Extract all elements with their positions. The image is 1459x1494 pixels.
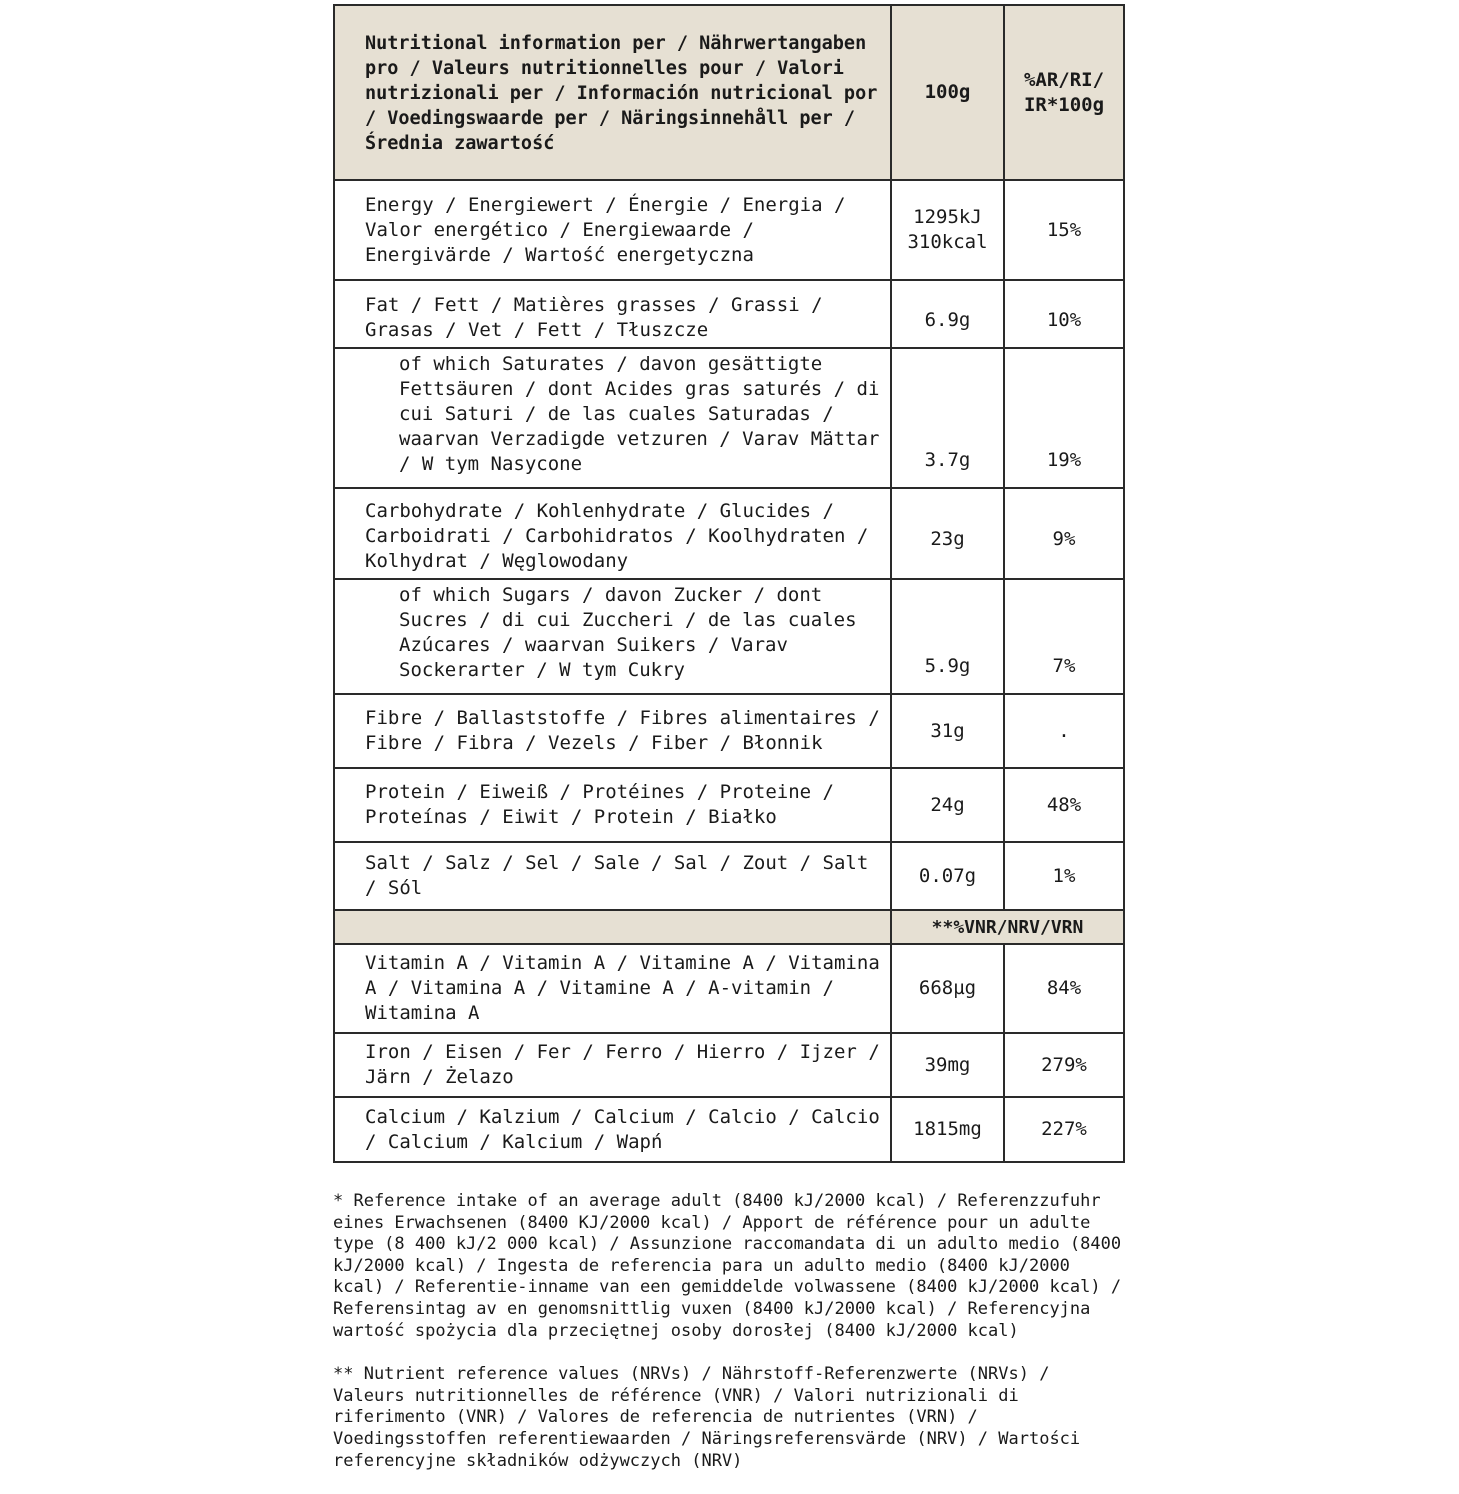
header-100g: 100g <box>891 5 1004 180</box>
iron-ref: 279% <box>1004 1033 1124 1097</box>
fat-value: 6.9g <box>891 280 1004 348</box>
header-label: Nutritional information per / Nährwertangaben pro / Valeurs nutritionnelles pour / Valori nutrizionali per / Información nutricional por / Voedingswaarde per / Näringsinnehåll per / Średnia zawartość <box>334 5 891 180</box>
salt-ref: 1% <box>1004 842 1124 910</box>
protein-ref: 48% <box>1004 768 1124 842</box>
table-row-vitamin-a <box>334 944 1124 1033</box>
carbohydrate-value: 23g <box>891 488 1004 579</box>
vitamins-header-blank <box>334 910 891 944</box>
carbohydrate-ref: 9% <box>1004 488 1124 579</box>
energy-value <box>891 180 1004 280</box>
saturates-value: 3.7g <box>891 348 1004 488</box>
protein-value: 24g <box>891 768 1004 842</box>
table-row-protein <box>334 768 1124 842</box>
carbohydrate-label: Carbohydrate / Kohlenhydrate / Glucides / Carboidrati / Carbohidratos / Koolhydraten / Kolhydrat / Węglowodany <box>334 488 891 579</box>
fibre-ref: . <box>1004 694 1124 768</box>
calcium-label: Calcium / Kalzium / Calcium / Calcio / Calcio / Calcium / Kalcium / Wapń <box>334 1097 891 1162</box>
table-row-carbohydrate <box>334 488 1124 579</box>
table-row-salt <box>334 842 1124 910</box>
vitamin-a-label: Vitamin A / Vitamin A / Vitamine A / Vitamina A / Vitamina A / Vitamine A / A-vitamin / Witamina A <box>334 944 891 1033</box>
fibre-label: Fibre / Ballaststoffe / Fibres alimentaires / Fibre / Fibra / Vezels / Fiber / Błonnik <box>334 694 891 768</box>
table-row-energy <box>334 180 1124 280</box>
energy-kcal: 310kcal <box>907 231 988 253</box>
table-row-fat <box>334 280 1124 348</box>
sugars-ref: 7% <box>1004 579 1124 694</box>
footnote-reference-intake: * Reference intake of an average adult (8400 kJ/2000 kcal) / Referenzzufuhr eines Erwachsenen (8400 KJ/2000 kcal) / Apport de référence pour un adulte type (8 400 kJ/2 000 kcal) / Assunzione raccomandata di un adulto medio (8400 kJ/2000 kcal) / Ingesta de referencia para un adulto medio (8400 kJ/2000 kcal) / Referentie-inname van een gemiddelde volwassene (8400 kJ/2000 kcal) / Referensintag av en genomsnittlig vuxen (8400 kJ/2000 kcal) / Referencyjna wartość spożycia dla przeciętnej osoby dorosłej (8400 kJ/2000 kcal) <box>333 1191 1122 1341</box>
nutrition-table <box>333 4 1125 1163</box>
sugars-value: 5.9g <box>891 579 1004 694</box>
nutrition-panel <box>333 4 1123 1494</box>
protein-label: Protein / Eiweiß / Protéines / Proteine / Proteínas / Eiwit / Protein / Białko <box>334 768 891 842</box>
header-reference-intake: %AR/RI/ IR*100g <box>1004 5 1124 180</box>
calcium-ref: 227% <box>1004 1097 1124 1162</box>
table-header-row <box>334 5 1124 180</box>
vitamins-header-row <box>334 910 1124 944</box>
footnote-nrv: ** Nutrient reference values (NRVs) / Nährstoff-Referenzwerte (NRVs) / Valeurs nutritionnelles de référence (VNR) / Valori nutrizionali di riferimento (VNR) / Valores de referencia de nutrientes (VRN) / Voedingsstoffen referentiewaarden / Näringsreferensvärde (NRV) / Wartości referencyjne składników odżywczych (NRV) <box>333 1364 1081 1471</box>
table-row-sugars <box>334 579 1124 694</box>
fat-label: Fat / Fett / Matières grasses / Grassi / Grasas / Vet / Fett / Tłuszcze <box>334 280 891 348</box>
saturates-label: of which Saturates / davon gesättigte Fettsäuren / dont Acides gras saturés / di cui Saturi / de las cuales Saturadas / waarvan Verzadigde vetzuren / Varav Mättar / W tym Nasycone <box>334 348 891 488</box>
vitamin-a-ref: 84% <box>1004 944 1124 1033</box>
energy-label: Energy / Energiewert / Énergie / Energia / Valor energético / Energiewaarde / Energivärde / Wartość energetyczna <box>334 180 891 280</box>
table-row-saturates <box>334 348 1124 488</box>
energy-ref: 15% <box>1004 180 1124 280</box>
iron-label: Iron / Eisen / Fer / Ferro / Hierro / Ijzer / Järn / Żelazo <box>334 1033 891 1097</box>
salt-label: Salt / Salz / Sel / Sale / Sal / Zout / Salt / Sól <box>334 842 891 910</box>
vitamin-a-value: 668µg <box>891 944 1004 1033</box>
iron-value: 39mg <box>891 1033 1004 1097</box>
fat-ref: 10% <box>1004 280 1124 348</box>
footnotes <box>333 1191 1123 1472</box>
saturates-ref: 19% <box>1004 348 1124 488</box>
energy-kj: 1295kJ <box>913 206 982 228</box>
sugars-label: of which Sugars / davon Zucker / dont Sucres / di cui Zuccheri / de las cuales Azúcares / waarvan Suikers / Varav Sockerarter / W tym Cukry <box>334 579 891 694</box>
vitamins-header-label: **%VNR/NRV/VRN <box>891 910 1124 944</box>
table-row-iron <box>334 1033 1124 1097</box>
salt-value: 0.07g <box>891 842 1004 910</box>
calcium-value: 1815mg <box>891 1097 1004 1162</box>
table-row-calcium <box>334 1097 1124 1162</box>
table-row-fibre <box>334 694 1124 768</box>
fibre-value: 31g <box>891 694 1004 768</box>
